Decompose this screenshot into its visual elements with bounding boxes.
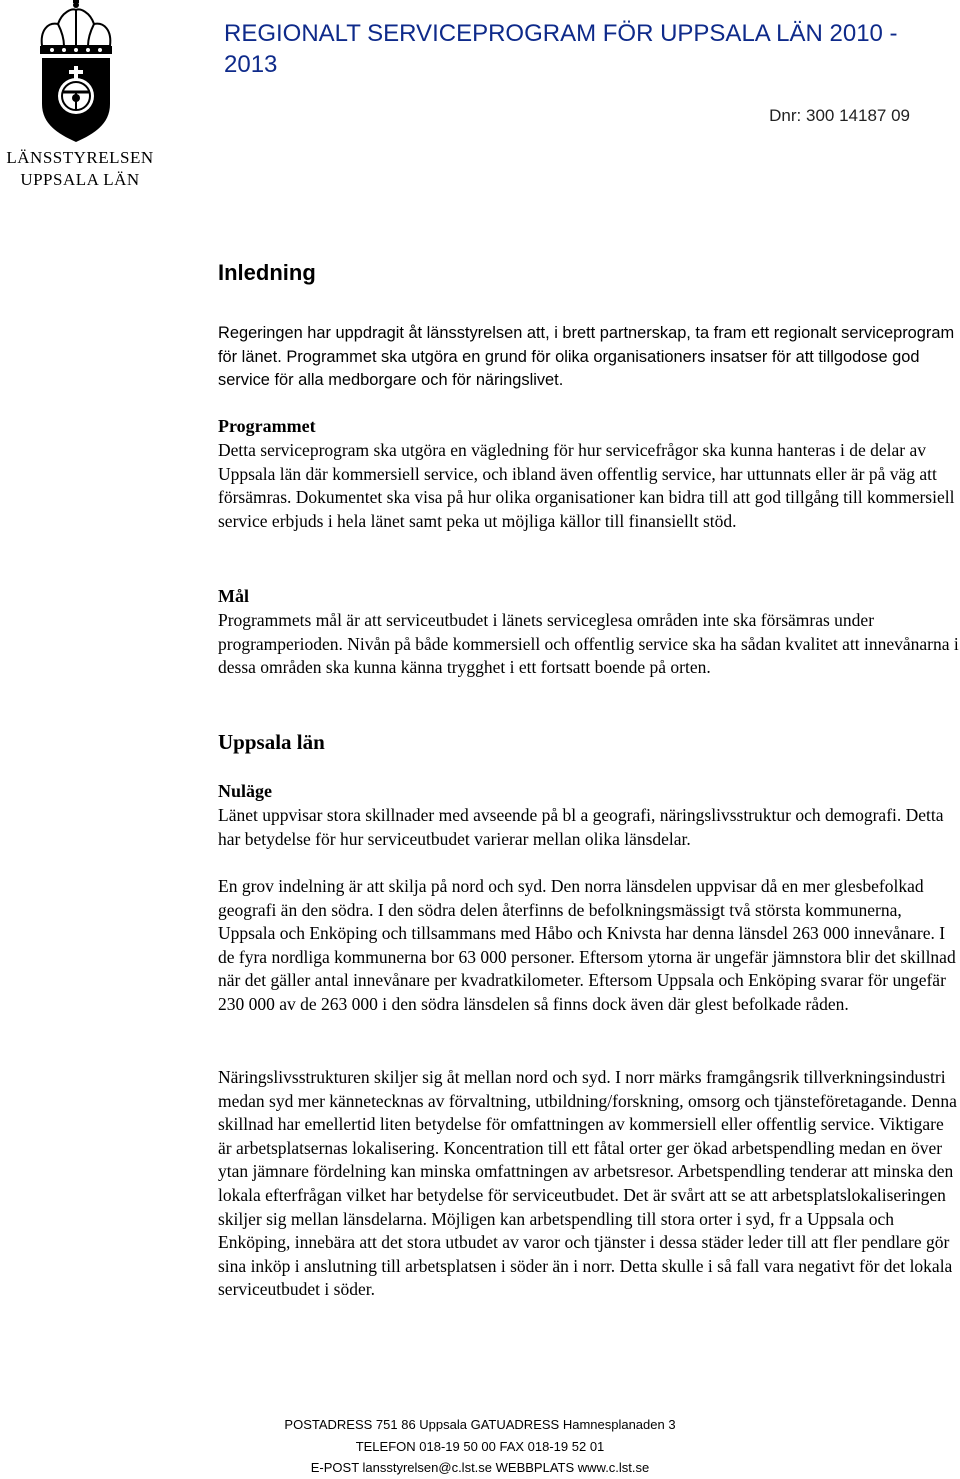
agency-name-line2: UPPSALA LÄN — [20, 170, 140, 189]
agency-name-line1: LÄNSSTYRELSEN — [6, 148, 154, 167]
paragraph-nulage-3: Näringslivsstrukturen skiljer sig åt mellan nord och syd. I norr märks framgångsrik tillverkningsindustri medan syd mer kännetecknas av förvaltning, utbildning/forskning, omsorg och tjänsteföretagande. Denna skillnad har emellertid liten betydelse för omfattningen av kommersiell eller offentlig service. Viktigare är arbetsplatsernas lokalisering. Koncentration till ett fåtal orter ger ökad arbetspendling medan en över ytan jämnare fördelning kan minska omfattningen av arbetsresor. Arbetspendling tenderar att minska den lokala efterfrågan vilket har betydelse för serviceutbudet. Det är svårt att se att arbetsplatslokaliseringen skiljer sig mellan länsdelarna. Möjligen kan arbetspendling till stora orter i syd, fr a Uppsala och Enköping, innebära att det stora utbudet av varor och tjänster i dessa städer leder till att fler pendlare gör sina inköp i anslutning till arbetsplatsen i söder än i norr. Detta skulle i så fall vara negativt för det lokala serviceutbudet i söder. — [218, 1067, 957, 1300]
heading-programmet: Programmet — [218, 416, 316, 436]
heading-uppsala-lan: Uppsala län — [218, 730, 325, 754]
document-title: REGIONALT SERVICEPROGRAM FÖR UPPSALA LÄN 2010 - 2013 — [224, 20, 898, 78]
heading-nulage: Nuläge — [218, 781, 272, 801]
paragraph-programmet: Detta serviceprogram ska utgöra en vägledning för hur servicefrågor ska kunna hanteras i de delar av Uppsala län där kommersiell service, och ibland även offentlig service, har uttunnats eller är på väg att försämras. Dokumentet ska visa på hur olika organisationer kan bidra till att god tillgång till kommersiell service erbjuds i hela länet samt peka ut möjliga källor till finansiellt stöd. — [218, 440, 955, 531]
footer-email-web: E-POST lansstyrelsen@c.lst.se WEBBPLATS www.c.lst.se — [310, 1460, 650, 1475]
paragraph-nulage-2: En grov indelning är att skilja på nord och syd. Den norra länsdelen uppvisar då en mer glesbefolkad geografi än den södra. I den södra delen återfinns de befolkningsmässigt två största kommunerna, Uppsala och Enköping och tillsammans med Håbo och Knivsta har denna länsdel 263 000 innevånare. I de fyra nordliga kommunerna bor 63 000 personer. Eftersom ytorna är ungefär jämnstora blir det skillnad när det gäller antal innevånare per kvadratkilometer. Eftersom Uppsala och Enköping svarar för ungefär 230 000 av de 263 000 i den södra länsdelen så finns dock även där glest befolkade råden. — [218, 876, 956, 1014]
heading-inledning: Inledning — [218, 260, 316, 285]
footer-phone: TELEFON 018-19 50 00 FAX 018-19 52 01 — [355, 1438, 605, 1454]
footer-address: POSTADRESS 751 86 Uppsala GATUADRESS Hamnesplanaden 3 — [284, 1417, 676, 1432]
paragraph-mal: Programmets mål är att serviceutbudet i länets serviceglesa områden inte ska försämras under programperioden. Nivån på både kommersiell och offentlig service ska ha sådan kvalitet att innevånarna i dessa områden ska kunna känna trygghet i ett fortsatt boende på orten. — [218, 610, 959, 678]
footer-contact — [0, 1414, 960, 1479]
document-reference-number: Dnr: 300 14187 09 — [769, 106, 910, 125]
crown-orb-crest-icon — [28, 0, 124, 148]
paragraph-inledning: Regeringen har uppdragit åt länsstyrelsen att, i brett partnerskap, ta fram ett regionalt serviceprogram för länet. Programmet ska utgöra en grund för olika organisationers insatser för att tillgodose god service för alla medborgare och för näringslivet. — [218, 324, 955, 390]
heading-mal: Mål — [218, 586, 249, 606]
paragraph-nulage-1: Länet uppvisar stora skillnader med avseende på bl a geografi, näringslivsstruktur och demografi. Detta har betydelse för hur serviceutbudet varierar mellan olika länsdelar. — [218, 805, 944, 849]
